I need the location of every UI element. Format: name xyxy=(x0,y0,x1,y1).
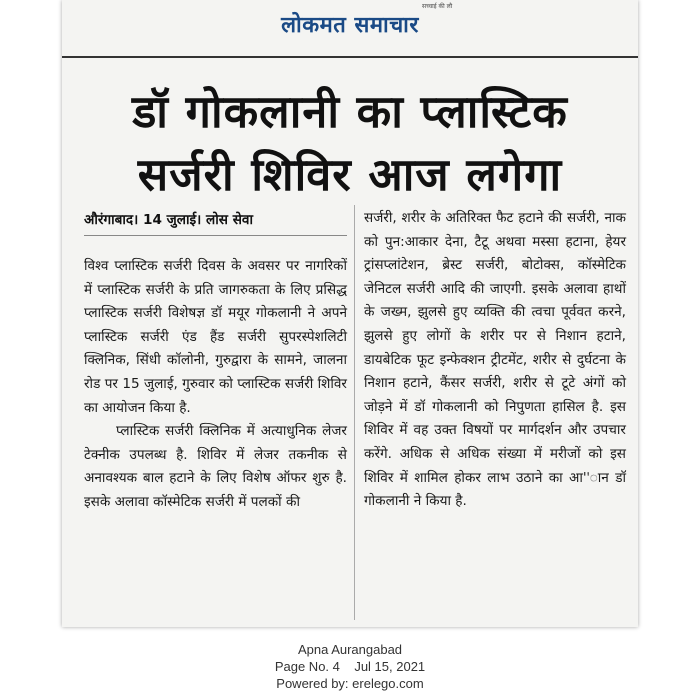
dateline: औरंगाबाद। 14 जुलाई। लोस सेवा xyxy=(84,212,253,228)
paragraph-3: सर्जरी, शरीर के अतिरिक्त फैट हटाने की सर्जरी, नाक को पुन:आकार देना, टैटू अथवा मस्सा हटाना, हेयर ट्रांसप्लांटेशन, ब्रेस्ट सर्जरी, बोटोक्स, कॉस्मेटिक जेनिटल सर्जरी आदि की जाएगी. इसके अलावा हाथों के जख्म, झुलसे हुए व्यक्ति की त्वचा पूर्ववत करने, झुलसे हुए लोगों के शरीर पर से निशान हटाने, डायबेटिक फूट इन्फेक्शन ट्रीटमेंट, शरीर से दुर्घटना के निशान हटाने, कैंसर सर्जरी, शरीर से टूटे अंगों को जोड़ने में डॉ गोकलानी को निपुणता हासिल है. इस शिविर में वह उक्त विषयों पर मार्गदर्शन और उपचार करेंगे. अधिक से अधिक संख्या में मरीजों को इस शिविर में शामिल होकर लाभ उठाने का आ''ान डॉ गोकलानी ने किया है. xyxy=(364,210,626,510)
newspaper-clipping xyxy=(62,0,638,627)
dateline-divider xyxy=(84,235,347,236)
article-column-1 xyxy=(84,255,347,515)
column-divider xyxy=(354,205,355,620)
footer-powered-by[interactable]: Powered by: erelego.com xyxy=(276,676,424,691)
headline-line-2: सर्जरी शिविर आज लगेगा xyxy=(137,148,563,201)
masthead-divider xyxy=(62,56,638,58)
paragraph-1: विश्व प्लास्टिक सर्जरी दिवस के अवसर पर नागरिकों में प्लास्टिक सर्जरी के प्रति जागरुकता के लिए प्रसिद्ध प्लास्टिक सर्जरी विशेषज्ञ डॉ मयूर गोकलानी ने अपने प्लास्टिक सर्जरी एंड हैंड सर्जरी सुपरस्पेशलिटी क्लिनिक, सिंधी कॉलोनी, गुरुद्वारा के सामने, जालना रोड पर 15 जुलाई, गुरुवार को प्लास्टिक सर्जरी शिविर का आयोजन किया है. xyxy=(84,258,347,416)
headline-line-1: डॉ गोकलानी का प्लास्टिक xyxy=(132,85,568,138)
footer-page-info: Page No. 4 Jul 15, 2021 xyxy=(274,659,426,674)
masthead xyxy=(62,6,638,46)
newspaper-logo: लोकमत समाचार xyxy=(281,13,419,38)
article-column-2 xyxy=(364,207,626,514)
footer-publication: Apna Aurangabad xyxy=(297,642,403,657)
masthead-tagline: सच्चाई की लौ xyxy=(422,3,453,10)
paragraph-2: प्लास्टिक सर्जरी क्लिनिक में अत्याधुनिक लेजर टेक्नीक उपलब्ध है. शिविर में लेजर तकनीक से अनावश्यक बाल हटाने के लिए विशेष ऑफर शुरु है. इसके अलावा कॉस्मेटिक सर्जरी में पलकों की xyxy=(84,423,347,510)
article-headline xyxy=(62,80,638,206)
